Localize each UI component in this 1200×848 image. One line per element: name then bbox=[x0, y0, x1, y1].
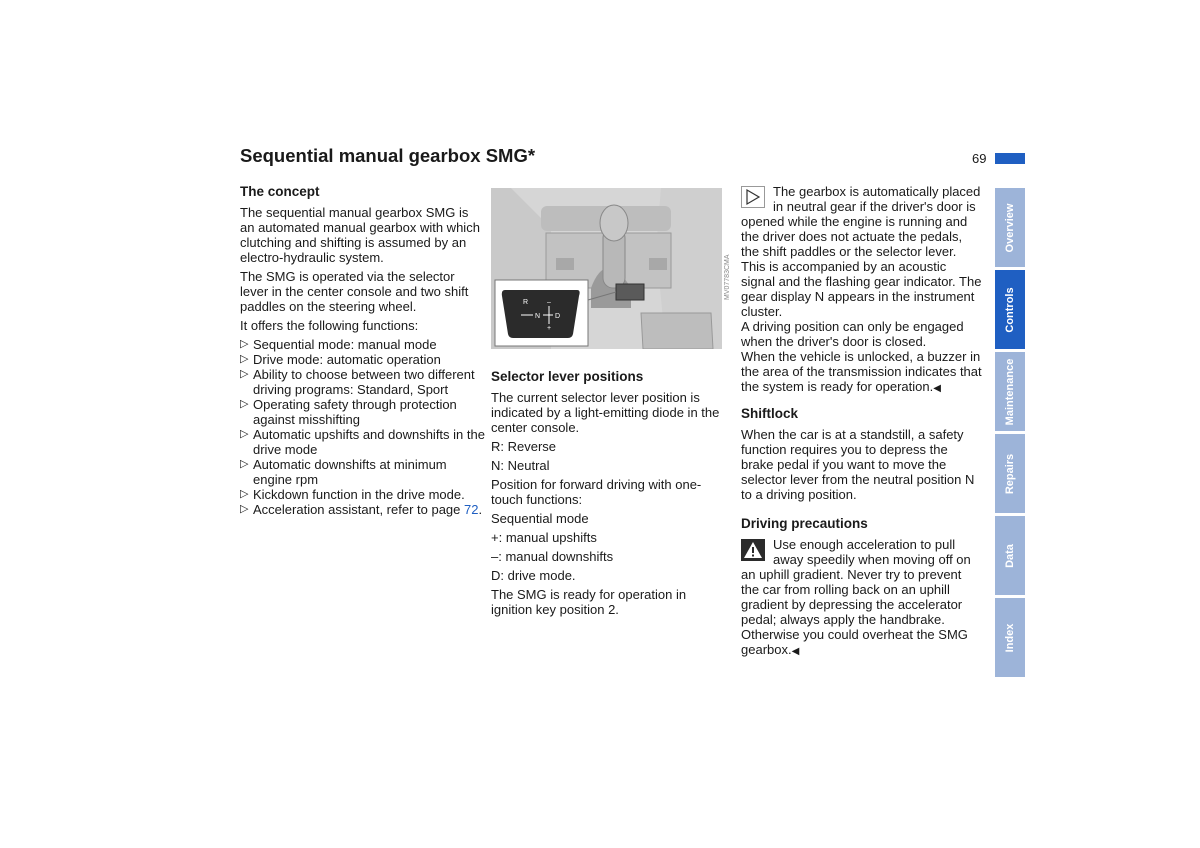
page-number: 69 bbox=[972, 151, 987, 166]
paragraph: The SMG is operated via the selector lever in the center console and two shift paddles on the steering wheel. bbox=[240, 269, 469, 314]
warning-icon bbox=[741, 539, 765, 561]
bullet-triangle-icon: ▷ bbox=[240, 488, 249, 500]
list-item: ▷ Automatic upshifts and downshifts in the drive mode bbox=[240, 427, 485, 457]
page-link[interactable]: 72 bbox=[464, 502, 479, 517]
tab-index[interactable]: Index bbox=[995, 598, 1025, 677]
list-item: ▷ Automatic downshifts at minimum engine rpm bbox=[240, 457, 447, 487]
bullet-triangle-icon: ▷ bbox=[240, 368, 249, 380]
paragraph: It offers the following functions: bbox=[240, 318, 419, 333]
note-text: When the vehicle is unlocked, a buzzer in the area of the transmission indicates that the system is ready for operation. bbox=[741, 349, 982, 394]
label-plus: + bbox=[547, 325, 552, 332]
list-item: ▷ Kickdown function in the drive mode. bbox=[240, 487, 465, 502]
column-notes bbox=[741, 184, 983, 659]
note-block bbox=[741, 184, 983, 396]
warning-text: Use enough acceleration to pull away speedily when moving off on an uphill gradient. Never try to prevent the car from rolling back on an uphill gradient by depressing the accelerator pedal; always apply the handbrake. Otherwise you could overheat the SMG gearbox. bbox=[741, 537, 971, 657]
list-item: ▷ Ability to choose between two different driving programs: Standard, Sport bbox=[240, 367, 475, 397]
position-plus: +: manual upshifts bbox=[491, 530, 597, 545]
list-item: ▷ Acceleration assistant, refer to page 72. bbox=[240, 502, 483, 517]
section-heading-shiftlock: Shiftlock bbox=[741, 406, 799, 421]
tab-overview[interactable]: Overview bbox=[995, 188, 1025, 267]
bullet-triangle-icon: ▷ bbox=[240, 398, 249, 410]
paragraph: Position for forward driving with one-touch functions: bbox=[491, 477, 702, 507]
paragraph: The SMG is ready for operation in ignition key position 2. bbox=[491, 587, 687, 617]
label-n: N bbox=[535, 313, 541, 320]
end-mark-icon: ◀ bbox=[791, 646, 800, 657]
bullet-triangle-icon: ▷ bbox=[240, 503, 249, 515]
note-triangle-icon bbox=[741, 186, 765, 208]
function-list bbox=[240, 337, 485, 517]
tab-controls[interactable]: Controls bbox=[995, 270, 1025, 349]
position-minus: –: manual downshifts bbox=[491, 549, 614, 564]
column-concept bbox=[240, 184, 485, 517]
bullet-triangle-icon: ▷ bbox=[240, 353, 249, 365]
label-minus: – bbox=[547, 299, 551, 306]
tab-repairs[interactable]: Repairs bbox=[995, 434, 1025, 513]
paragraph: The sequential manual gearbox SMG is an automated manual gearbox with which clutching and shifting is assumed by an electro-hydraulic system. bbox=[240, 205, 480, 265]
position-n: N: Neutral bbox=[491, 458, 550, 473]
bullet-triangle-icon: ▷ bbox=[240, 338, 249, 350]
section-heading-concept: The concept bbox=[240, 184, 320, 199]
section-heading-precautions: Driving precautions bbox=[741, 516, 868, 531]
tab-maintenance[interactable]: Maintenance bbox=[995, 352, 1025, 431]
list-item: ▷ Drive mode: automatic operation bbox=[240, 352, 441, 367]
position-d: D: drive mode. bbox=[491, 568, 576, 583]
note-text: A driving position can only be engaged when the driver's door is closed. bbox=[741, 319, 964, 349]
position-r: R: Reverse bbox=[491, 439, 557, 454]
paragraph: Sequential mode bbox=[491, 511, 589, 526]
label-d: D bbox=[555, 313, 561, 320]
paragraph: When the car is at a standstill, a safety function requires you to depress the brake pedal if you want to move the selector lever from the neutral position N to a driving position. bbox=[741, 427, 975, 502]
list-item: ▷ Operating safety through protection against misshifting bbox=[240, 397, 457, 427]
section-heading-selector: Selector lever positions bbox=[491, 369, 644, 384]
note-text: The gearbox is automatically placed in neutral gear if the driver's door is opened while the engine is running and the driver does not actuate the pedals, the shift paddles or the selector lever. bbox=[741, 184, 981, 259]
page-number-bar bbox=[995, 153, 1025, 164]
label-r: R bbox=[523, 299, 529, 306]
gear-selector-illustration bbox=[491, 188, 722, 349]
list-item: ▷ Sequential mode: manual mode bbox=[240, 337, 437, 352]
chapter-tabs bbox=[995, 188, 1025, 680]
bullet-triangle-icon: ▷ bbox=[240, 428, 249, 440]
bullet-triangle-icon: ▷ bbox=[240, 458, 249, 470]
paragraph: The current selector lever position is indicated by a light-emitting diode in the center console. bbox=[491, 390, 720, 435]
tab-data[interactable]: Data bbox=[995, 516, 1025, 595]
note-text: This is accompanied by an acoustic signal and the flashing gear indicator. The gear display N appears in the instrument cluster. bbox=[741, 259, 982, 319]
end-mark-icon: ◀ bbox=[933, 383, 941, 394]
column-selector-positions bbox=[491, 369, 723, 621]
gear-selector-drawing bbox=[491, 188, 722, 349]
figure-code: MV07783CMA bbox=[724, 254, 731, 300]
warning-block bbox=[741, 537, 983, 659]
page-title: Sequential manual gearbox SMG* bbox=[240, 145, 536, 166]
